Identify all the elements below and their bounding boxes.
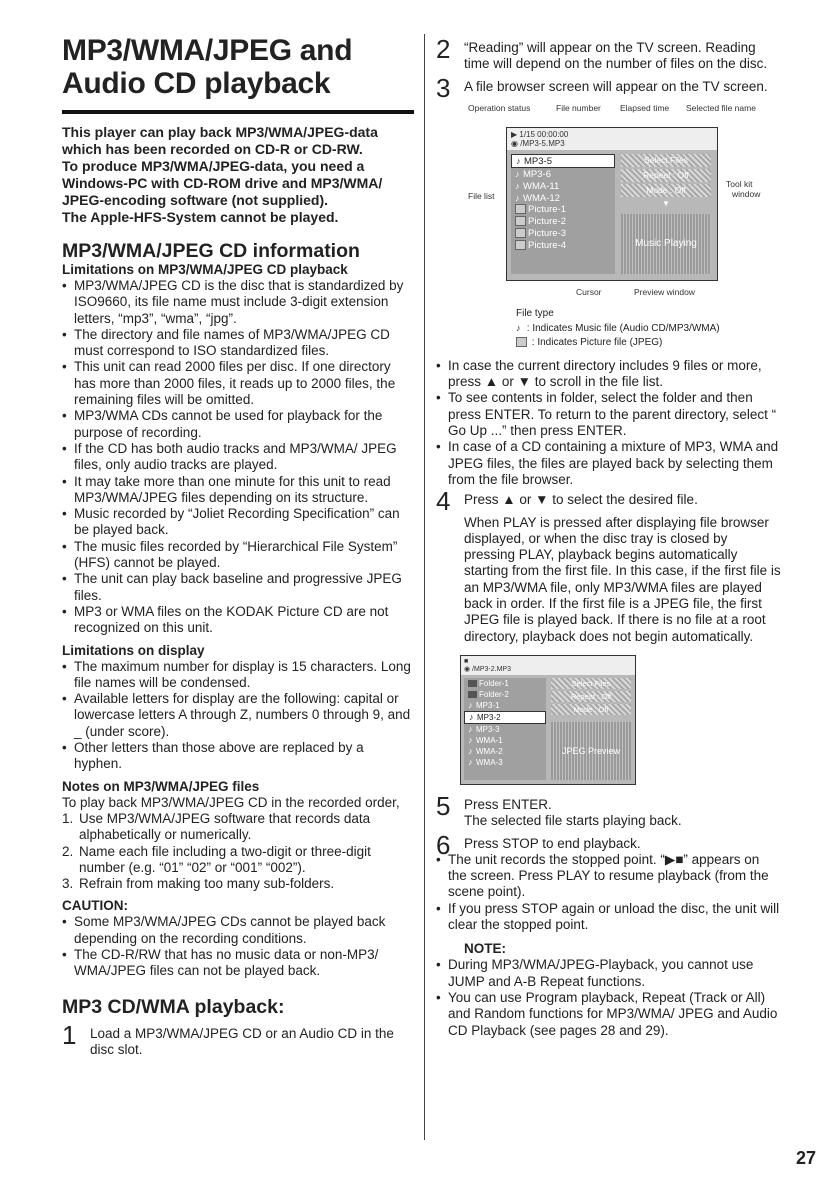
file-item[interactable]: Picture-2 (511, 216, 615, 228)
intro-line: The Apple-HFS-System cannot be played. (62, 209, 339, 225)
music-file-icon: ♪ (516, 322, 521, 333)
file-item[interactable]: ♪ MP3-3 (468, 723, 500, 734)
page-number: 27 (795, 1148, 816, 1168)
picture-file-icon (515, 216, 526, 226)
list-item (62, 811, 414, 844)
picture-file-icon (515, 204, 526, 214)
label-operation-status: Operation status (468, 102, 531, 113)
list-item: • In case the current directory includes 9 files or more, press ▲ or ▼ to scroll in the file list. (436, 358, 781, 391)
list-item: • The maximum number for display is 15 characters. Long file names will be condensed. (62, 659, 414, 692)
picture-file-icon (515, 228, 526, 238)
legend-picture: : Indicates Picture file (JPEG) (516, 336, 781, 350)
file-item[interactable]: ♪ WMA-11 (515, 180, 560, 192)
music-file-icon: ♪ (468, 745, 473, 756)
legend-music: ♪ : Indicates Music file (Audio CD/MP3/WMA) (516, 322, 720, 334)
file-item[interactable]: ♪ MP3-2 (464, 711, 546, 724)
step-number: 2 (436, 34, 451, 64)
title-rule (62, 110, 414, 114)
label-file-list: File list (468, 190, 495, 201)
label-cursor: Cursor (576, 286, 602, 297)
info-heading: MP3/WMA/JPEG CD information (62, 240, 360, 262)
list-item: • If you press STOP again or unload the disc, the unit will clear the stopped point. (436, 901, 781, 934)
status-line: 1/15 00:00:00 (519, 129, 569, 139)
intro (62, 124, 414, 226)
repeat-button[interactable]: Repeat : Off (551, 691, 631, 702)
file-browser-diagram (436, 103, 781, 303)
label-tool-kit-window: window (732, 188, 761, 199)
step6-bullets (436, 852, 781, 933)
folder-icon (468, 680, 477, 687)
list-number: 3. (62, 876, 74, 892)
file-list (464, 678, 546, 780)
path-line: /MP3-5.MP3 (520, 138, 565, 148)
select-files-button[interactable]: Select Files (551, 678, 631, 689)
music-file-icon: ♪ (468, 756, 473, 767)
step-5 (436, 790, 781, 830)
step-text: Press STOP to end playback. (464, 835, 641, 851)
status-bar (507, 128, 717, 150)
file-item[interactable]: ♪ MP3-6 (515, 168, 551, 180)
list-item: • The directory and file names of MP3/WMA/JPEG CD must correspond to ISO standardized files. (62, 327, 414, 360)
lim-display-heading: Limitations on display (62, 642, 205, 658)
mode-button[interactable]: Mode : Off (621, 184, 711, 197)
intro-line: This player can play back MP3/WMA/JPEG-data which has been recorded on CD-R or CD-RW. (62, 124, 378, 157)
file-item[interactable]: Picture-1 (511, 204, 615, 216)
file-list (511, 154, 615, 274)
file-item[interactable]: ♪ MP3-1 (468, 699, 500, 710)
disc-icon: ◉ (511, 138, 521, 148)
preview-text: Music Playing (635, 238, 697, 250)
file-item[interactable]: Picture-4 (511, 240, 615, 252)
play-icon: ▶ (511, 129, 520, 139)
file-item[interactable]: Folder-2 (464, 689, 546, 700)
status-bar (461, 656, 635, 675)
list-item: • Some MP3/WMA/JPEG CDs cannot be played back depending on the recording conditions. (62, 914, 414, 947)
mp3-heading: MP3 CD/WMA playback: (62, 995, 285, 1018)
repeat-button[interactable]: Repeat : Off (621, 169, 711, 182)
note-heading: NOTE: (464, 941, 506, 957)
step-6 (436, 829, 781, 860)
list-item: • The unit records the stopped point. “▶■” appears on the screen. Press PLAY to resume playback (from the scene point). (436, 852, 781, 901)
tool-kit-window (621, 154, 711, 209)
tv-screen (506, 127, 718, 281)
path-line: /MP3-2.MP3 (472, 665, 511, 673)
step-3 (436, 72, 781, 103)
list-number: 2. (62, 843, 74, 859)
list-text: Use MP3/WMA/JPEG software that records data alphabetically or numerically. (79, 810, 371, 843)
label-elapsed-time: Elapsed time (620, 102, 670, 113)
list-item: • You can use Program playback, Repeat (Track or All) and Random functions for MP3/WMA/ JPEG and Audio CD Playback (see pages 28 and 29). (436, 990, 781, 1039)
intro-line: To produce MP3/WMA/JPEG-data, you need a Windows-PC with CD-ROM drive and MP3/WMA/ JPEG-encoding software (not supplied). (62, 158, 383, 208)
file-item[interactable]: ♪ WMA-2 (468, 745, 503, 756)
music-file-icon: ♪ (468, 723, 473, 734)
list-item: • The unit can play back baseline and progressive JPEG files. (62, 571, 414, 604)
notes-heading: Notes on MP3/WMA/JPEG files (62, 778, 260, 794)
notes-intro: To play back MP3/WMA/JPEG CD in the recorded order, (62, 794, 400, 810)
file-item[interactable]: ♪ WMA-3 (468, 756, 503, 767)
file-item[interactable]: Folder-1 (464, 678, 546, 689)
list-item: • MP3 or WMA files on the KODAK Picture CD are not recognized on this unit. (62, 604, 414, 637)
note-list (436, 957, 781, 1038)
list-item: • MP3/WMA CDs cannot be used for playback for the purpose of recording. (62, 408, 414, 441)
list-item: • MP3/WMA/JPEG CD is the disc that is standardized by ISO9660, its file name must include 3-digit extension letters, “mp3”, “wma”, “jpg”. (62, 278, 414, 327)
list-item (62, 844, 414, 877)
list-item: • Other letters than those above are replaced by a hyphen. (62, 740, 414, 773)
picture-file-icon (515, 240, 526, 250)
disc-icon: ◉ (464, 665, 473, 673)
picture-file-icon (516, 337, 527, 347)
list-item: • To see contents in folder, select the folder and then press ENTER. To return to the parent directory, select “ Go Up ...” then press ENTER. (436, 390, 781, 439)
list-item: • In case of a CD containing a mixture of MP3, WMA and JPEG files, the files are played back by selecting them from the file browser. (436, 439, 781, 488)
list-item: • If the CD has both audio tracks and MP3/WMA/ JPEG files, only audio tracks are played. (62, 441, 414, 474)
label-preview-window: Preview window (634, 286, 695, 297)
step-2 (436, 34, 781, 73)
file-item[interactable]: ♪ WMA-12 (515, 192, 560, 204)
step-number: 3 (436, 72, 451, 103)
file-type-legend (436, 307, 781, 350)
step-text: Load a MP3/WMA/JPEG CD or an Audio CD in the disc slot. (90, 1025, 394, 1057)
step-number: 6 (436, 829, 451, 860)
preview-window (551, 722, 631, 780)
step-number: 4 (436, 486, 451, 517)
step-text: A file browser screen will appear on the TV screen. (464, 78, 768, 94)
preview-text: JPEG Preview (561, 745, 621, 756)
select-files-button[interactable]: Select Files (621, 154, 711, 167)
list-item: • The music files recorded by “Hierarchical File System” (HFS) cannot be played. (62, 539, 414, 572)
folder-icon (468, 691, 477, 698)
file-browser-screen-2 (460, 655, 636, 785)
step4-text: When PLAY is pressed after displaying file browser displayed, or when the disc tray is closed by pressing PLAY, playback begins automatically starting from the first file. In this case, if the first file is an MP3/WMA file, only MP3/WMA files are played back in order. If the first file is a JPEG file, the first JPEG file is played back. If there is no file at a root directory, playback does not begin automatically. (464, 514, 781, 644)
step-text: “Reading” will appear on the TV screen. Reading time will depend on the number of files on the disc. (464, 40, 768, 72)
step5-text: The selected file starts playing back. (464, 813, 682, 829)
label-selected-file-name: Selected file name (686, 102, 756, 113)
right-column (436, 34, 781, 1039)
column-divider (424, 34, 425, 1140)
lim-display-list (62, 659, 414, 773)
label-tool-kit: Tool kit (726, 178, 753, 189)
music-file-icon: ♪ (515, 192, 520, 203)
list-item (62, 876, 414, 892)
caution-heading: CAUTION: (62, 898, 128, 914)
step-text: Press ENTER. (464, 796, 552, 812)
page-title: MP3/WMA/JPEG and Audio CD playback (62, 34, 353, 100)
label-file-number: File number (556, 102, 601, 113)
step-4 (436, 486, 781, 517)
chevron-down-icon[interactable]: ▼ (662, 198, 670, 208)
list-number: 1. (62, 810, 74, 826)
step-text: Press ▲ or ▼ to select the desired file. (464, 492, 698, 508)
stop-icon: ■ (464, 657, 469, 665)
list-text: Name each file including a two-digit or three-digit number (e.g. “01” “02” or “001” “002”). (79, 843, 371, 875)
list-item: • During MP3/WMA/JPEG-Playback, you cannot use JUMP and A-B Repeat functions. (436, 957, 781, 990)
caution-list (62, 914, 414, 979)
left-column (62, 34, 414, 1058)
file-item[interactable]: Picture-3 (511, 228, 615, 240)
music-file-icon: ♪ (468, 699, 473, 710)
list-text: Refrain from making too many sub-folders. (79, 876, 335, 892)
lim-playback-list (62, 278, 414, 637)
music-file-icon: ♪ (468, 734, 473, 745)
music-file-icon: ♪ (516, 155, 521, 166)
mode-button[interactable]: Mode : Off (551, 704, 631, 715)
music-file-icon: ♪ (515, 168, 520, 179)
list-item: • Music recorded by “Joliet Recording Specification” can be played back. (62, 506, 414, 539)
file-item[interactable]: ♪ WMA-1 (468, 734, 503, 745)
list-item: • It may take more than one minute for this unit to read MP3/WMA/JPEG files depending on its structure. (62, 474, 414, 507)
list-item: • The CD-R/RW that has no music data or non-MP3/ WMA/JPEG files can not be played back. (62, 947, 414, 980)
file-item[interactable]: ♪ MP3-5 (511, 154, 615, 168)
step3-bullets (436, 358, 781, 488)
music-file-icon: ♪ (515, 180, 520, 191)
preview-window (621, 214, 711, 274)
list-item: • Available letters for display are the following: capital or lowercase letters A through Z, numbers 0 through 9, and _ (under score). (62, 691, 414, 740)
list-item: • This unit can read 2000 files per disc. If one directory has more than 2000 files, it reads up to 2000 files, the remaining files will be omitted. (62, 359, 414, 408)
music-file-icon: ♪ (469, 711, 474, 722)
file-type-heading: File type (516, 307, 554, 319)
step-1 (62, 1019, 414, 1059)
lim-playback-heading: Limitations on MP3/WMA/JPEG CD playback (62, 262, 348, 277)
step-number: 5 (436, 790, 451, 821)
notes-list (62, 811, 414, 892)
tool-kit-window (551, 678, 631, 717)
step-number: 1 (62, 1019, 77, 1050)
